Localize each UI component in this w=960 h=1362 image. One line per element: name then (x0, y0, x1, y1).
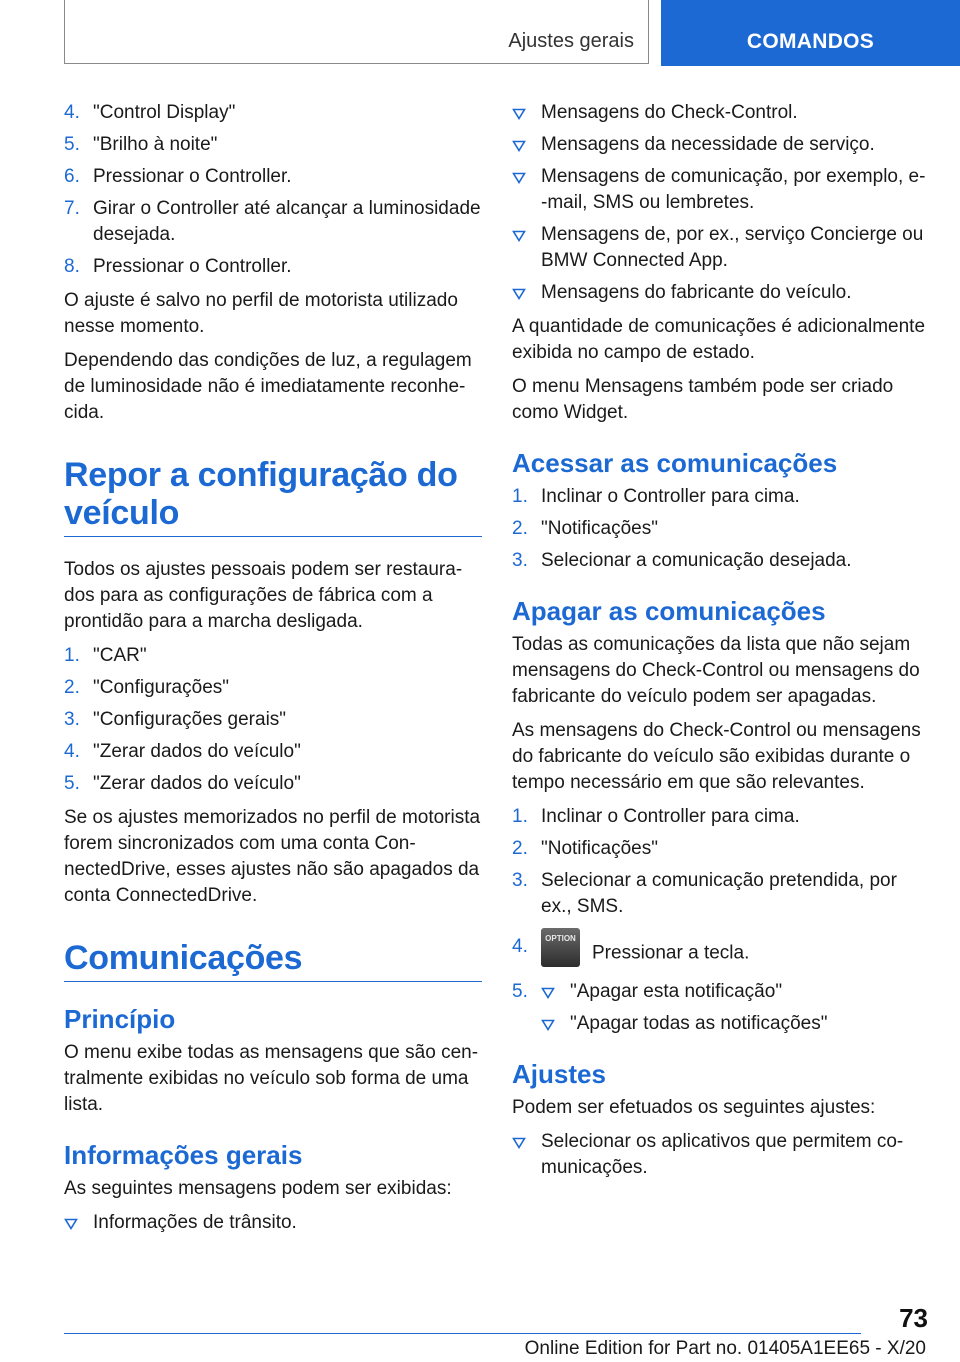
step-text: "Configurações gerais" (93, 709, 287, 730)
list-item (512, 280, 926, 306)
list-item (541, 1011, 926, 1037)
subheading-delete: Apagar as comunicações (512, 596, 826, 626)
paragraph: O menu Mensagens também pode ser criado como Widget. (512, 376, 894, 423)
step-text: Pressionar a tecla. (592, 942, 750, 964)
section-heading-reset: Repor a configuração do veículo (64, 456, 482, 537)
subheading-settings: Ajustes (512, 1059, 606, 1089)
page-header (0, 0, 960, 66)
step-text: "CAR" (93, 645, 147, 666)
bullet-text: Selecionar os aplicativos que permitem comunicações. (541, 1131, 904, 1178)
triangle-bullet-icon (512, 108, 526, 120)
footer-edition: Online Edition for Part no. 01405A1EE65 - X/20 (524, 1338, 926, 1359)
list-item (64, 643, 482, 669)
list-item (64, 196, 482, 248)
option-text: "Apagar todas as notificações" (570, 1013, 828, 1034)
list-item (512, 132, 926, 158)
delete-steps (512, 804, 926, 1037)
option-button-icon: OPTION (541, 928, 580, 967)
triangle-bullet-icon (512, 140, 526, 152)
bullet-text: Mensagens de comunicação, por exemplo, e-‑mail, SMS ou lembretes. (541, 166, 926, 213)
chapter-title: COMANDOS (746, 30, 875, 53)
paragraph: Todas as comunicações da lista que não sejam mensagens do Check-Control ou mensagens do fabricante do veículo podem ser apagadas. (512, 634, 920, 707)
triangle-bullet-icon (541, 987, 555, 999)
section-tab (64, 0, 649, 64)
step-number: 5. (64, 773, 80, 794)
step-number: 2. (512, 518, 528, 539)
step-number: 1. (512, 806, 528, 827)
subheading-principle: Princípio (64, 1004, 176, 1034)
bullet-text: Mensagens da necessidade de serviço. (541, 134, 875, 155)
list-item (512, 1129, 926, 1181)
step-number: 7. (64, 198, 80, 219)
step-text: "Zerar dados do veículo" (93, 741, 301, 762)
bullet-text: Mensagens do fabricante do veículo. (541, 282, 852, 303)
step-text: Selecionar a comunicação pretendida, por ex., SMS. (541, 870, 897, 917)
left-column (64, 100, 482, 1244)
footer-divider (64, 1333, 861, 1334)
step-text: Selecionar a comunicação desejada. (541, 550, 852, 571)
paragraph: A quantidade de comunicações é adicionalmente exibida no campo de estado. (512, 316, 926, 363)
list-item (64, 707, 482, 733)
triangle-bullet-icon (64, 1218, 78, 1230)
list-item (64, 739, 482, 765)
step-text: Inclinar o Controller para cima. (541, 806, 800, 827)
paragraph: As seguintes mensagens podem ser exibidas: (64, 1178, 452, 1199)
step-text: Pressionar o Controller. (93, 166, 292, 187)
option-text: "Apagar esta notificação" (570, 981, 783, 1002)
step-text: "Control Display" (93, 102, 236, 123)
step-number: 2. (512, 838, 528, 859)
list-item (512, 804, 926, 830)
list-item (512, 836, 926, 862)
list-item (512, 222, 926, 274)
chapter-tab (661, 0, 960, 66)
paragraph: As mensagens do Check-Control ou mensagens do fabricante do veículo são exibidas durante o tempo necessário em que são relevantes. (512, 720, 921, 793)
paragraph: O ajuste é salvo no perfil de motorista utilizado nesse momento. (64, 290, 458, 337)
list-item (64, 164, 482, 190)
list-item (512, 516, 926, 542)
step-number: 4. (64, 102, 80, 123)
paragraph: Todos os ajustes pessoais podem ser restaurados para as configurações de fábrica com a prontidão para a marcha desligada. (64, 559, 463, 632)
section-heading-communications: Comunicações (64, 939, 482, 982)
message-types-list-cont (512, 100, 926, 306)
section-title: Ajustes gerais (508, 30, 634, 52)
bullet-text: Informações de trânsito. (93, 1212, 297, 1233)
bullet-text: Mensagens de, por ex., serviço Concierge ou BMW Connected App. (541, 224, 924, 271)
list-item (541, 979, 926, 1005)
brightness-steps (64, 100, 482, 280)
step-number: 3. (64, 709, 80, 730)
list-item (64, 132, 482, 158)
settings-list (512, 1129, 926, 1181)
step-text: "Configurações" (93, 677, 230, 698)
delete-options (541, 979, 926, 1037)
paragraph: Se os ajustes memorizados no perfil de motorista forem sincronizados com uma conta ConnectedDrive, esses ajustes não são apagados da conta ConnectedDrive. (64, 807, 481, 906)
list-item (512, 868, 926, 920)
list-item (512, 100, 926, 126)
list-item (64, 1210, 482, 1236)
paragraph: Dependendo das condições de luz, a regulagem de luminosidade não é imediatamente reconhecida. (64, 350, 472, 423)
access-steps (512, 484, 926, 574)
step-number: 8. (64, 256, 80, 277)
step-text: "Brilho à noite" (93, 134, 218, 155)
triangle-bullet-icon (512, 1137, 526, 1149)
list-item (64, 254, 482, 280)
step-number: 4. (64, 741, 80, 762)
step-number: 4. (512, 936, 528, 957)
list-item (512, 164, 926, 216)
step-number: 5. (64, 134, 80, 155)
list-item (64, 100, 482, 126)
step-number: 2. (64, 677, 80, 698)
step-number: 3. (512, 870, 528, 891)
message-types-list (64, 1210, 482, 1236)
right-column (512, 100, 926, 1189)
reset-steps (64, 643, 482, 797)
list-item (512, 934, 926, 973)
step-number: 1. (512, 486, 528, 507)
step-number: 1. (64, 645, 80, 666)
triangle-bullet-icon (541, 1019, 555, 1031)
step-text: Pressionar o Controller. (93, 256, 292, 277)
step-text: "Notificações" (541, 838, 658, 859)
page-number: 73 (899, 1303, 928, 1333)
step-number: 6. (64, 166, 80, 187)
subheading-access: Acessar as comunicações (512, 448, 838, 478)
bullet-text: Mensagens do Check-Control. (541, 102, 798, 123)
step-text: Girar o Controller até alcançar a luminosidade desejada. (93, 198, 481, 245)
list-item (512, 484, 926, 510)
step-number: 5. (512, 981, 528, 1002)
triangle-bullet-icon (512, 230, 526, 242)
step-number: 3. (512, 550, 528, 571)
step-text: "Notificações" (541, 518, 658, 539)
triangle-bullet-icon (512, 288, 526, 300)
paragraph: O menu exibe todas as mensagens que são centralmente exibidas no veículo sob forma de uma lista. (64, 1042, 479, 1115)
list-item (64, 771, 482, 797)
paragraph: Podem ser efetuados os seguintes ajustes: (512, 1097, 876, 1118)
list-item (512, 979, 926, 1037)
step-text: "Zerar dados do veículo" (93, 773, 301, 794)
list-item (512, 548, 926, 574)
subheading-general-info: Informações gerais (64, 1140, 303, 1170)
step-text: Inclinar o Controller para cima. (541, 486, 800, 507)
list-item (64, 675, 482, 701)
triangle-bullet-icon (512, 172, 526, 184)
